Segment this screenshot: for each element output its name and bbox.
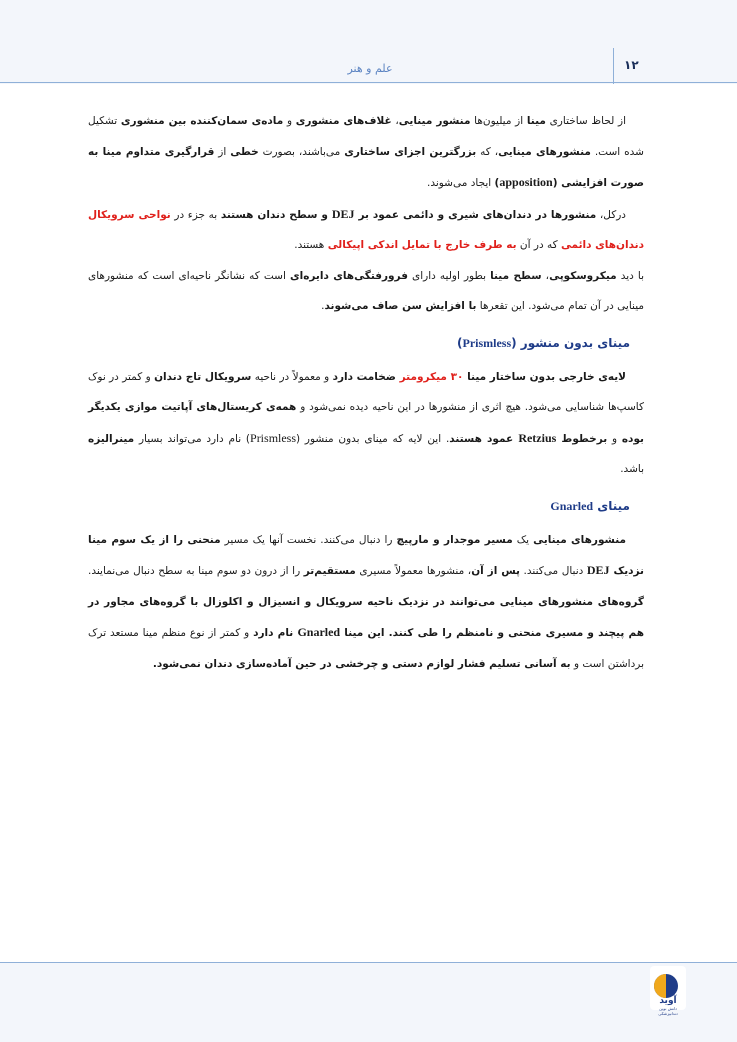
text: ، [541, 269, 550, 282]
paragraph [88, 362, 644, 485]
bold-text: قرارگیری متداوم مینا به صورت افزایشی ( [88, 145, 644, 189]
text: از میلیون‌ها [470, 115, 527, 127]
section-heading [88, 328, 644, 358]
bold-text: منشورهای مینایی [498, 145, 591, 158]
bold-text: پس از آن [471, 565, 520, 577]
latin-term: Prismless [462, 335, 512, 350]
bold-text: با افزایش سن صاف می‌شوند [324, 300, 477, 312]
bold-text: مسیر موجدار و مارپیچ [396, 533, 513, 546]
logo-subtext: دانش نوین دندانپزشکی [658, 1006, 678, 1016]
heading-text: ) [457, 335, 463, 350]
bold-text: به آسانی تسلیم فشار لوازم دستی و چرخشی در حین آماده‌سازی دندان نمی‌شود. [152, 657, 571, 670]
paragraph [88, 261, 644, 322]
header-separator [613, 48, 614, 84]
bold-text: مینرالیزه [88, 432, 135, 445]
bold-text: ماده‌ی سمان‌کننده بین منشوری [120, 115, 284, 127]
text: درکل، [596, 208, 626, 221]
text: بطور اولیه دارای [407, 269, 491, 282]
running-title: علم و هنر [347, 62, 393, 75]
logo-half-icon [654, 974, 666, 998]
text: دنبال می‌کنند. [519, 565, 587, 577]
footer-divider [0, 962, 737, 963]
publisher-logo [650, 966, 686, 1016]
bold-text: لایه‌ی خارجی بدون ساختار مینا [463, 370, 626, 383]
latin-term: DEJ [586, 563, 610, 577]
logo-text: آوید [659, 996, 677, 1006]
text: به جزء در [170, 208, 221, 221]
bold-text: منشورها در دندان‌های شیری و دائمی عمود بر [354, 208, 597, 221]
bold-text: منشورهای مینایی [533, 533, 626, 546]
paragraph [88, 199, 644, 261]
highlight-text: نواحی سرویکال دندان‌های دائمی [88, 208, 644, 251]
bold-text: نام دارد [253, 627, 298, 639]
bold-text: سرویکال تاج دندان [154, 370, 252, 383]
paragraph [88, 525, 644, 680]
latin-term: Gnarled [550, 498, 594, 513]
bold-text: مینا [526, 115, 546, 127]
bold-text: منحنی را از یک سوم مینا نزدیک [88, 533, 644, 577]
bold-text: میکروسکوپی [549, 269, 617, 282]
bold-text: عمود هستند [449, 432, 519, 445]
header-divider [0, 82, 737, 83]
text: . [321, 300, 325, 312]
latin-term: DEJ [331, 206, 355, 221]
heading-text: مینای بدون منشور ( [511, 335, 630, 350]
text: از [214, 145, 231, 158]
text: که در آن [516, 239, 561, 251]
bold-text: برخطوط [556, 432, 608, 445]
bold-text: ضخامت دارد [332, 370, 400, 383]
footer-band [0, 962, 737, 1042]
text: ، که [476, 145, 499, 158]
bold-text: گروه‌های منشورهای مینایی می‌توانند در نزدیک ناحیه سرویکال و انسیزال و اکلوزال با گروه‌های مجاور در هم پیچند و مسیری منحنی و نامنظم را طی کنند. این مینا [88, 595, 644, 639]
text: ) نام دارد می‌تواند بسیار [134, 432, 251, 445]
bold-text: مستقیم‌تر [303, 565, 356, 577]
bold-text: ) [494, 177, 500, 189]
text: یک [512, 533, 534, 546]
text: ، [391, 115, 399, 127]
text: با دید [616, 269, 644, 282]
text: را از درون دو سوم مینا به سطح دنبال می‌نمایند. [88, 565, 304, 577]
text: باشد. [620, 463, 644, 475]
text: و کمتر در نوک کاسپ‌ها شناسایی می‌شود. هیچ اثری از منشورها در این ناحیه دیده نمی‌شود و [88, 370, 644, 413]
latin-term: apposition [499, 175, 553, 189]
bold-text: و سطح دندان هستند [220, 208, 332, 221]
bold-text: سطح مینا [490, 269, 542, 282]
text: است که نشانگر ناحیه‌ای است که منشورهای مینایی در آن تمام می‌شود. این تقعرها [88, 269, 644, 312]
text: و [607, 432, 622, 445]
bold-text: فرورفتگی‌های دایره‌ای [289, 269, 408, 282]
text: و [283, 115, 296, 127]
text: را دنبال می‌کنند. نخست آنها یک مسیر [220, 533, 397, 546]
heading-text: مینای [593, 498, 630, 513]
highlight-text: ۳۰ میکرومتر [399, 370, 464, 383]
text: می‌باشند، بصورت [258, 145, 345, 158]
bold-text: همه‌ی کریستال‌های آپاتیت موازی یکدیگر بوده [88, 401, 644, 445]
bold-text: غلاف‌های منشوری [295, 115, 392, 127]
text: . این لایه که مینای بدون منشور ( [296, 432, 450, 445]
bold-text: منشور مینایی [398, 115, 471, 127]
text: ، منشورها معمولاً مسیری [355, 565, 472, 577]
bold-text: خطی [230, 145, 259, 158]
text: هستند. [294, 239, 328, 251]
highlight-text: به طرف خارج با تمایل اندکی اپیکالی [327, 239, 517, 251]
page-content [88, 106, 644, 679]
text: و معمولاً در ناحیه [251, 370, 333, 383]
bold-text: بزرگترین اجزای ساختاری [344, 145, 477, 158]
latin-term: Retzius [518, 430, 557, 445]
text: از لحاظ ساختاری [545, 115, 627, 127]
page-number: ۱۲ [624, 58, 639, 72]
section-heading [88, 491, 644, 521]
latin-term: Prismless [250, 430, 297, 445]
text: و کمتر از نوع منظم مینا مستعد ترک برداشتن است و [88, 627, 644, 670]
paragraph [88, 106, 644, 199]
text: تشکیل شده است. [88, 115, 644, 158]
text: ایجاد می‌شوند. [426, 177, 495, 189]
latin-term: Gnarled [297, 625, 341, 639]
